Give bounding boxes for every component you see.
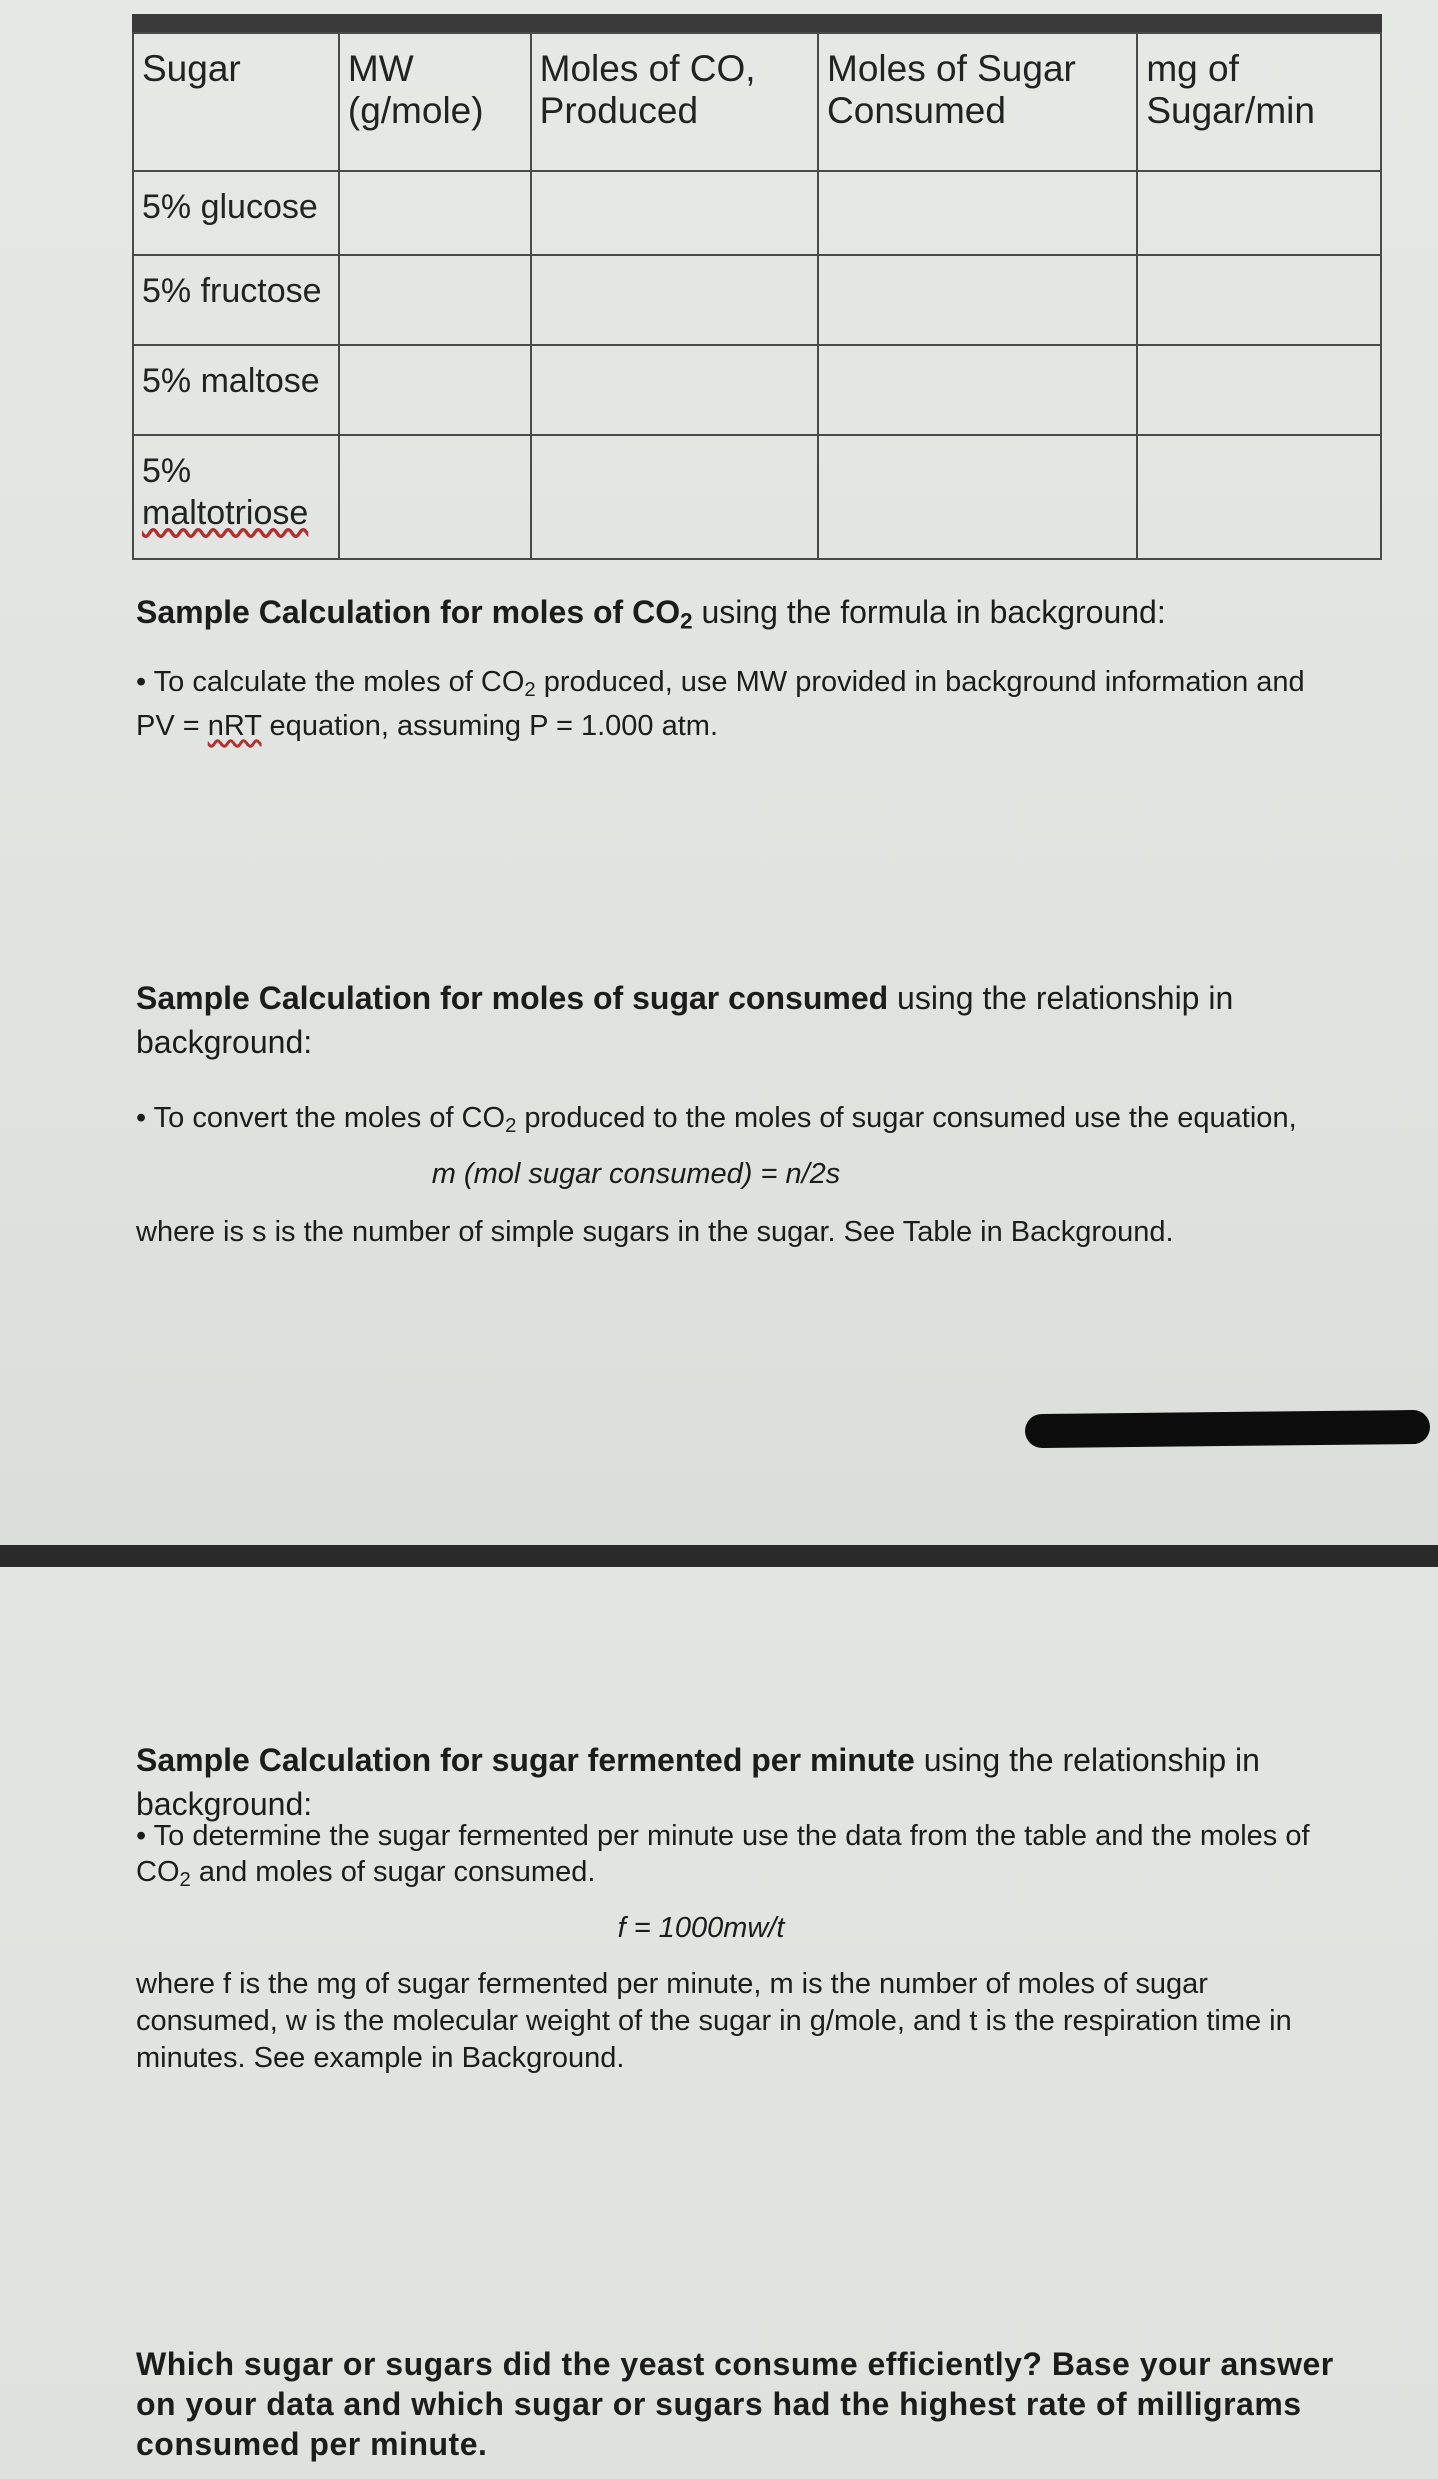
cell-mg-per-min[interactable] (1137, 345, 1381, 435)
section1-bullet: • To calculate the moles of $CO_2$ produced, use MW provided in background information and PV = nRT equation, assuming P = 1.000 atm. (136, 666, 1305, 743)
header-mw: MW (g/mole) (339, 33, 531, 171)
cell-moles-co2[interactable] (531, 435, 818, 559)
cell-moles-co2[interactable] (531, 171, 818, 255)
spellcheck-word: nRT (207, 710, 262, 743)
table-header-row (133, 33, 1381, 171)
cell-moles-sugar[interactable] (818, 435, 1137, 559)
section3-equation: f = 1000mw/t (617, 1912, 785, 1944)
cell-mg-per-min[interactable] (1137, 435, 1381, 559)
section2-equation: m (mol sugar consumed) = n/2s (431, 1158, 841, 1190)
section2-bullet: • To convert the moles of $CO_2$ produced to the moles of sugar consumed use the equation, (136, 1102, 1297, 1138)
header-mg-per-min: mg of Sugar/min (1137, 33, 1381, 171)
question-prompt: Which sugar or sugars did the yeast consume efficiently? Base your answer on your data and which sugar or sugars had the highest rate of milligrams consumed per minute. (136, 2346, 1334, 2462)
page-divider (0, 1545, 1438, 1567)
table-row (133, 255, 1381, 345)
cell-moles-co2[interactable] (531, 255, 818, 345)
cell-moles-sugar[interactable] (818, 171, 1137, 255)
cell-mw[interactable] (339, 255, 531, 345)
cell-sugar: 5% glucose (133, 171, 339, 255)
results-table (132, 32, 1382, 560)
cell-moles-co2[interactable] (531, 345, 818, 435)
section2-heading: Sample Calculation for moles of sugar consumed using the relationship in background: (136, 980, 1234, 1060)
cell-mw[interactable] (339, 345, 531, 435)
cell-sugar: 5% fructose (133, 255, 339, 345)
cell-sugar: 5% maltose (133, 345, 339, 435)
redaction-mark (1025, 1410, 1430, 1448)
section3-heading: Sample Calculation for sugar fermented per minute using the relationship in background: (136, 1742, 1260, 1822)
header-moles-co2: Moles of CO, Produced (531, 33, 818, 171)
cell-moles-sugar[interactable] (818, 255, 1137, 345)
section3-bullet: • To determine the sugar fermented per minute use the data from the table and the moles of $CO_2$ and moles of sugar consumed. (136, 1820, 1310, 1892)
cell-sugar: 5% maltotriose (133, 435, 339, 559)
table-row (133, 435, 1381, 559)
section1-heading: Sample Calculation for moles of $CO_2$ using the formula in background: (136, 594, 1166, 634)
table-top-rule (132, 14, 1382, 32)
cell-mw[interactable] (339, 435, 531, 559)
cell-mw[interactable] (339, 171, 531, 255)
section3-note: where f is the mg of sugar fermented per minute, m is the number of moles of sugar consumed, w is the molecular weight of the sugar in g/mole, and t is the respiration time in minutes. See example in Background. (136, 1968, 1292, 2074)
cell-mg-per-min[interactable] (1137, 255, 1381, 345)
spellcheck-word: maltotriose (142, 494, 309, 532)
cell-moles-sugar[interactable] (818, 345, 1137, 435)
table-row (133, 171, 1381, 255)
header-sugar: Sugar (133, 33, 339, 171)
table-row (133, 345, 1381, 435)
cell-mg-per-min[interactable] (1137, 171, 1381, 255)
section2-note: where is s is the number of simple sugars in the sugar. See Table in Background. (136, 1216, 1174, 1248)
header-moles-sugar: Moles of Sugar Consumed (818, 33, 1137, 171)
